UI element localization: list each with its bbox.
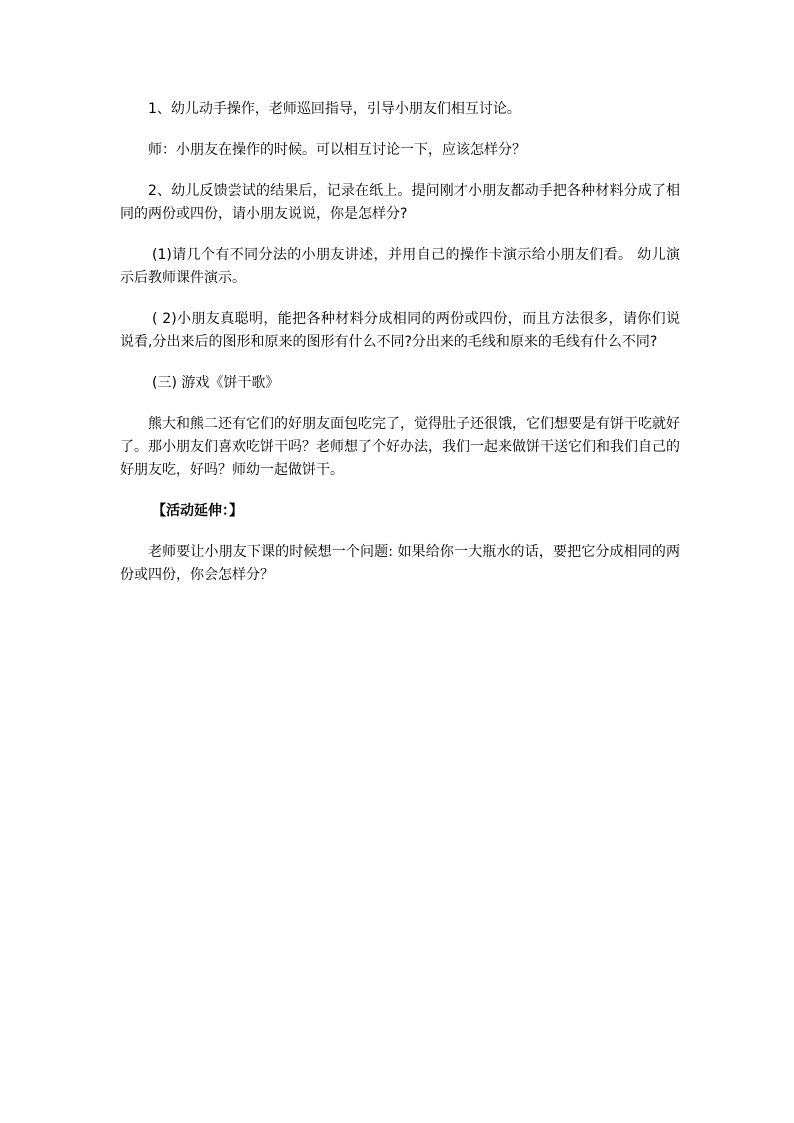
paragraph-sub-2: ( 2)小朋友真聪明，能把各种材料分成相同的两份或四份，而且方法很多，请你们说说看,分出来后的图形和原来的图形有什么不同?分出来的毛线和原来的毛线有什么不同?: [120, 311, 680, 350]
paragraph-step-2: 2、幼儿反馈尝试的结果后，记录在纸上。提问刚才小朋友都动手把各种材料分成了相同的两份或四份，请小朋友说说，你是怎样分?: [120, 183, 680, 222]
paragraph-step-1: 1、幼儿动手操作，老师巡回指导，引导小朋友们相互讨论。: [148, 101, 521, 117]
section-heading-game: (三) 游戏《饼干歌》: [152, 375, 280, 391]
document-body: [120, 98, 680, 605]
paragraph-extension-question: 老师要让小朋友下课的时候想一个问题: 如果给你一大瓶水的话，要把它分成相同的两份或四份，你会怎样分？: [120, 544, 680, 583]
paragraph-game-story: 熊大和熊二还有它们的好朋友面包吃完了，觉得肚子还很饿，它们想要是有饼干吃就好了。那小朋友们喜欢吃饼干吗？老师想了个好办法，我们一起来做饼干送它们和我们自己的好朋友吃，好吗？师幼一起做饼干。: [120, 416, 680, 478]
paragraph-teacher-question: 师：小朋友在操作的时候。可以相互讨论一下，应该怎样分？: [148, 142, 526, 158]
section-heading-extension: 【活动延伸：】: [152, 503, 243, 519]
paragraph-sub-1: (1)请几个有不同分法的小朋友讲述，并用自己的操作卡演示给小朋友们看。 幼儿演示后教师课件演示。: [120, 247, 680, 286]
